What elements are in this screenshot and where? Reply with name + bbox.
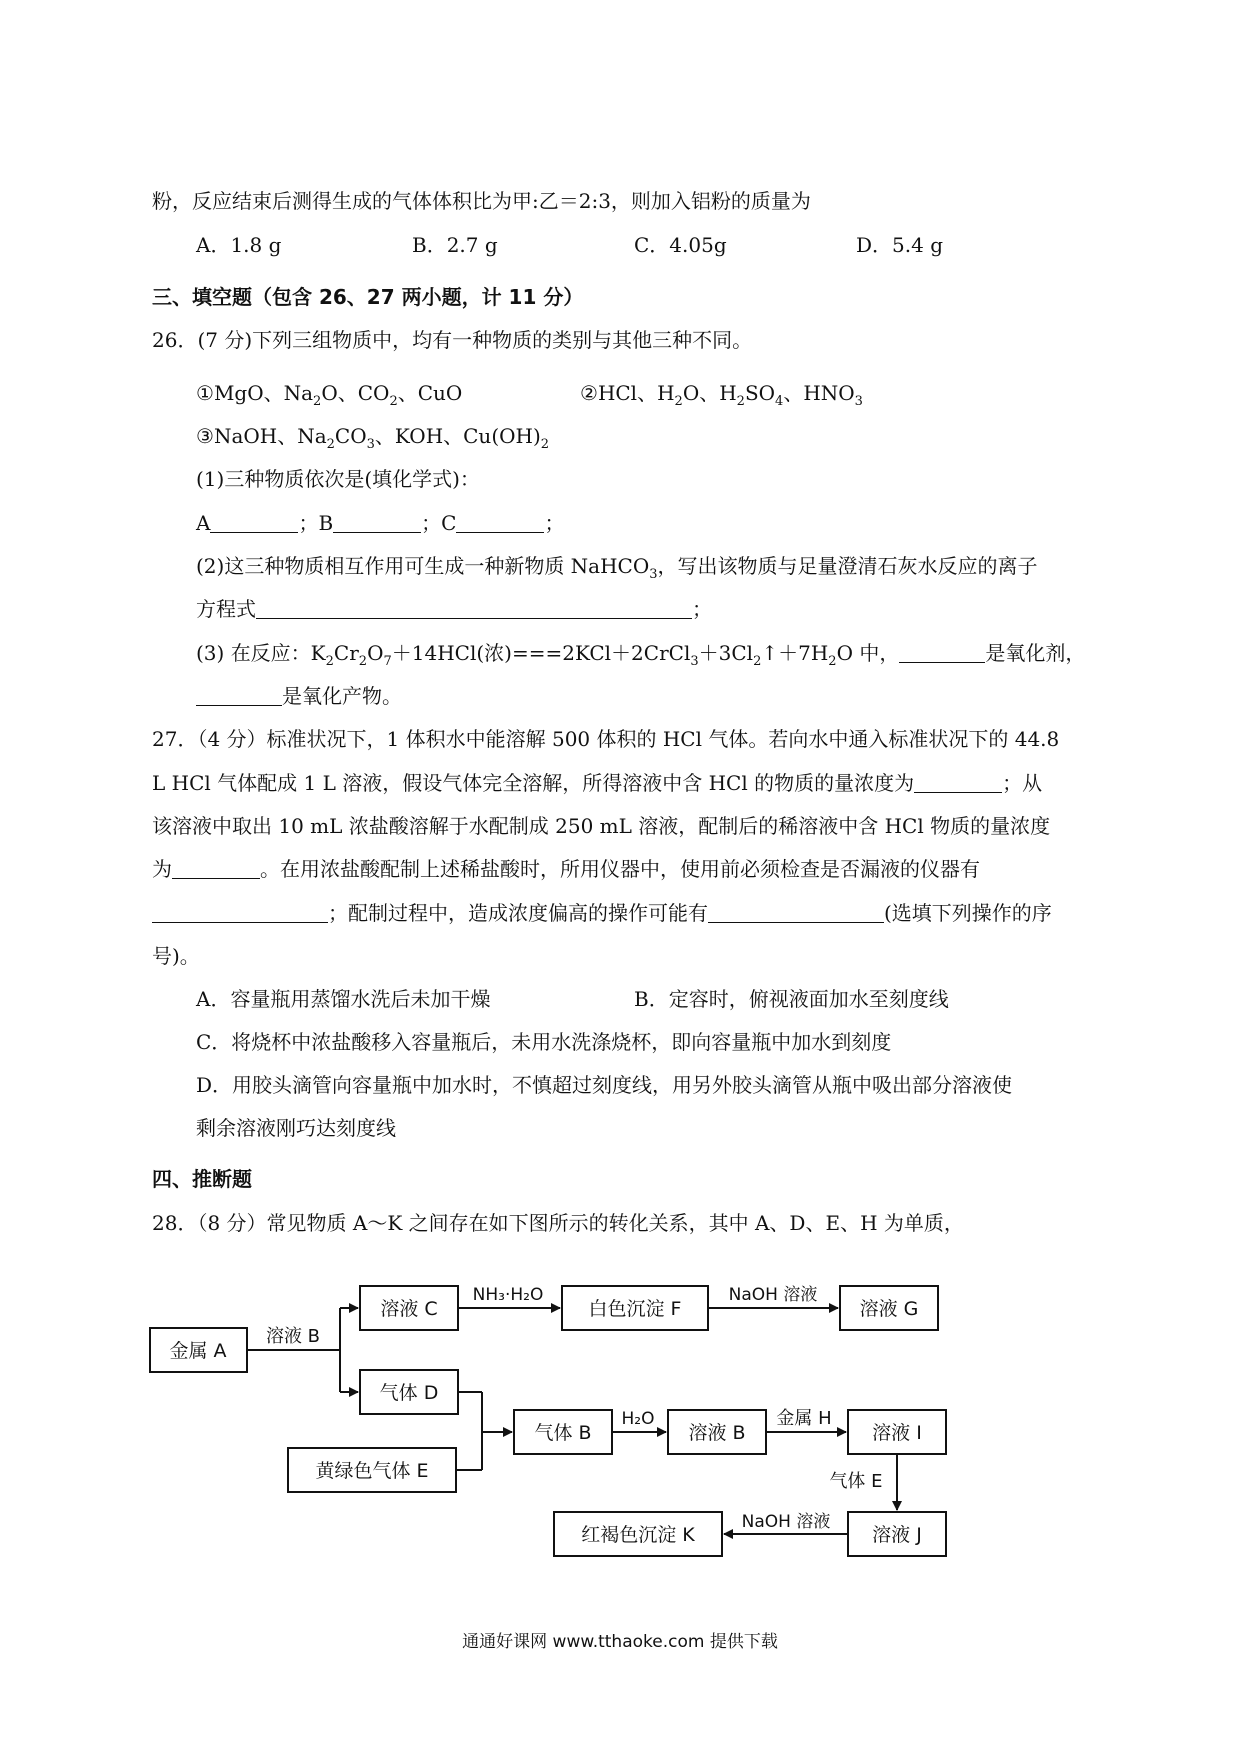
box-red-brown-precipitate-k-label: 红褐色沉淀 K <box>581 1524 695 1546</box>
arrow-label-naoh-2: NaOH 溶液 <box>741 1512 831 1532</box>
arrow-label-ammonia-water: NH₃·H₂O <box>472 1285 544 1305</box>
answer-blank-c[interactable] <box>456 512 544 533</box>
conversion-flow-diagram <box>0 1270 1240 1600</box>
q27-line-2: L HCl 气体配成 1 L 溶液，假设气体完全溶解，所得溶液中含 HCl 的物质的量浓度为 ；从 <box>152 771 1043 795</box>
answer-blank-operations[interactable] <box>708 902 884 923</box>
section-4-title: 四、推断题 <box>152 1167 252 1191</box>
q25-stem-tail: 粉，反应结束后测得生成的气体体积比为甲:乙＝2:3，则加入铝粉的质量为 <box>152 189 811 213</box>
box-gas-d-label: 气体 D <box>379 1382 439 1404</box>
q27-line-5: ；配制过程中，造成浓度偏高的操作可能有 (选填下列操作的序 <box>152 900 1052 926</box>
box-solution-b-label: 溶液 B <box>688 1422 746 1444</box>
answer-blank-a[interactable] <box>210 512 298 533</box>
q25-option-a: A．1.8 g <box>196 233 282 257</box>
box-metal-a-label: 金属 A <box>169 1340 227 1362</box>
answer-blank-concentration-2[interactable] <box>172 858 260 879</box>
q26-blanks-abc: A ；B ；C ； <box>196 511 565 535</box>
q27-line-3: 该溶液中取出 10 mL 浓盐酸溶解于水配制成 250 mL 溶液，配制后的稀溶液中含 HCl 物质的量浓度 <box>152 814 1051 838</box>
box-solution-c-label: 溶液 C <box>380 1298 438 1320</box>
answer-blank-ionic-equation[interactable] <box>256 598 692 619</box>
q28-stem: 28．（8 分）常见物质 A～K 之间存在如下图所示的转化关系，其中 A、D、E、H 为单质， <box>152 1211 964 1235</box>
arrow-label-solution-b: 溶液 B <box>265 1326 321 1347</box>
q26-sub-2: (2)这三种物质相互作用可生成一种新物质 NaHCO$_3$，写出该物质与足量澄清石灰水反应的离子 <box>196 554 1038 582</box>
q27-option-d: D．用胶头滴管向容量瓶中加水时，不慎超过刻度线，用另外胶头滴管从瓶中吸出部分溶液使 <box>196 1073 1013 1097</box>
q26-stem: 26．(7 分)下列三组物质中，均有一种物质的类别与其他三种不同。 <box>152 328 753 352</box>
q25-option-d: D．5.4 g <box>856 233 944 257</box>
arrow-label-gas-e: 气体 E <box>829 1471 883 1492</box>
q26-group-1: ①MgO、$Na_2O$、$CO_2$、CuO <box>196 381 463 409</box>
q27-option-b: B．定容时，俯视液面加水至刻度线 <box>634 987 949 1011</box>
q26-sub-2-equation: 方程式 ； <box>196 597 712 621</box>
arrow-label-metal-h: 金属 H <box>776 1408 832 1429</box>
q27-option-a: A．容量瓶用蒸馏水洗后未加干燥 <box>196 987 491 1011</box>
q26-sub-1: (1)三种物质依次是(填化学式)： <box>196 467 480 491</box>
box-gas-b-label: 气体 B <box>534 1422 592 1444</box>
q27-option-d-cont: 剩余溶液刚巧达刻度线 <box>196 1116 396 1140</box>
q25-option-b: B．2.7 g <box>412 233 498 257</box>
q26-group-2: ②HCl、$H_2O$、$H_2SO_4$、$HNO_3$ <box>580 381 863 409</box>
answer-blank-instrument[interactable] <box>152 902 328 923</box>
q26-sub-3: (3) 在反应：$K_2Cr_2O_7+14HCl$(浓)$===2KCl+2CrCl_3+3Cl_2↑+7H_2O$ 中， 是氧化剂， <box>196 641 1086 669</box>
q27-line-4: 为 。在用浓盐酸配制上述稀盐酸时，所用仪器中，使用前必须检查是否漏液的仪器有 <box>152 857 980 881</box>
arrow-label-water: H₂O <box>621 1409 655 1429</box>
q26-sub-3-cont: 是氧化产物。 <box>196 683 402 709</box>
box-solution-g-label: 溶液 G <box>859 1298 919 1320</box>
q27-option-c: C．将烧杯中浓盐酸移入容量瓶后，未用水洗涤烧杯，即向容量瓶中加水到刻度 <box>196 1030 892 1054</box>
q27-line-6: 号)。 <box>152 944 200 968</box>
page-footer: 通通好课网 www.tthaoke.com 提供下载 <box>462 1632 778 1652</box>
arrow-label-naoh-1: NaOH 溶液 <box>728 1285 818 1305</box>
q27-line-1: 27．（4 分）标准状况下，1 体积水中能溶解 500 体积的 HCl 气体。若向水中通入标准状况下的 44.8 <box>152 727 1060 751</box>
box-yellow-green-gas-e-label: 黄绿色气体 E <box>315 1460 429 1482</box>
answer-blank-oxidation-product[interactable] <box>196 685 282 706</box>
box-solution-j-label: 溶液 J <box>872 1524 922 1546</box>
answer-blank-oxidant[interactable] <box>899 642 985 663</box>
box-solution-i-label: 溶液 I <box>872 1422 922 1444</box>
box-white-precipitate-f-label: 白色沉淀 F <box>588 1298 682 1320</box>
section-3-title: 三、填空题（包含 26、27 两小题，计 11 分） <box>152 285 584 309</box>
answer-blank-concentration-1[interactable] <box>914 772 1002 793</box>
q25-option-c: C．4.05g <box>634 233 727 257</box>
q26-group-3: ③NaOH、$Na_2CO_3$、KOH、$Cu(OH)_2$ <box>196 424 550 452</box>
answer-blank-b[interactable] <box>333 512 421 533</box>
